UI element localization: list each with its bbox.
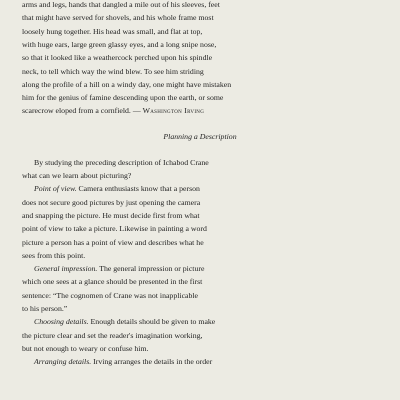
paragraph-line: sentence: “The cognomen of Crane was not inapplicable: [22, 290, 199, 300]
paragraph-first-line: [34, 315, 400, 329]
quote-line: arms and legs, hands that dangled a mile out of his sleeves, feet: [22, 0, 220, 9]
quote-line: loosely hung together. His head was small, and flat at top,: [22, 26, 203, 36]
paragraph-title: General impression.: [34, 264, 98, 274]
paragraph-line: picture a person has a point of view and describes what he: [22, 237, 204, 247]
paragraph-title: Arranging details.: [34, 357, 92, 367]
paragraph-line: and snapping the picture. He must decide first from what: [22, 210, 200, 220]
section-heading: Planning a Description: [163, 131, 237, 141]
paragraph-line: Irving arranges the details in the order: [91, 357, 213, 367]
quote-attribution-line: [22, 104, 400, 118]
quote-line: along the profile of a hill on a windy day, one might have mistaken: [22, 79, 232, 89]
paragraph-first-line: [34, 262, 400, 276]
quote-line: so that it looked like a weathercock perched upon his spindle: [22, 53, 213, 63]
paragraph-line: the picture clear and set the reader's imagination working,: [22, 330, 203, 340]
paragraph-line: The general impression or picture: [97, 264, 205, 274]
intro-line: what can we learn about picturing?: [22, 171, 132, 180]
quote-line: that might have served for shovels, and his whole frame most: [22, 13, 214, 23]
paragraph-line: does not secure good pictures by just opening the camera: [22, 197, 201, 207]
paragraph-line: Camera enthusiasts know that a person: [76, 184, 200, 194]
paragraph-line: sees from this point.: [22, 250, 86, 260]
quote-line: with huge ears, large green glassy eyes, and a long snipe nose,: [22, 39, 217, 49]
paragraph-line: but not enough to weary or confuse him.: [22, 343, 149, 353]
quote-line: him for the genius of famine descending upon the earth, or some: [22, 93, 224, 103]
paragraph-line: Enough details should be given to make: [88, 317, 216, 327]
quote-author: Washington Irving: [142, 106, 205, 116]
paragraph-title: Choosing details.: [34, 317, 89, 327]
quote-line: neck, to tell which way the wind blew. To see him striding: [22, 66, 204, 76]
quote-line: scarecrow eloped from a cornfield. —: [22, 106, 143, 116]
paragraph-first-line: [34, 355, 400, 369]
paragraph-line: which one sees at a glance should be presented in the first: [22, 277, 203, 287]
intro-line: By studying the preceding description of Ichabod Crane: [34, 157, 209, 167]
paragraph-line: point of view to take a picture. Likewise in painting a word: [22, 224, 207, 234]
paragraph-title: Point of view.: [34, 184, 77, 194]
paragraph-line: to his person.”: [22, 304, 68, 313]
paragraph-first-line: [34, 182, 400, 196]
